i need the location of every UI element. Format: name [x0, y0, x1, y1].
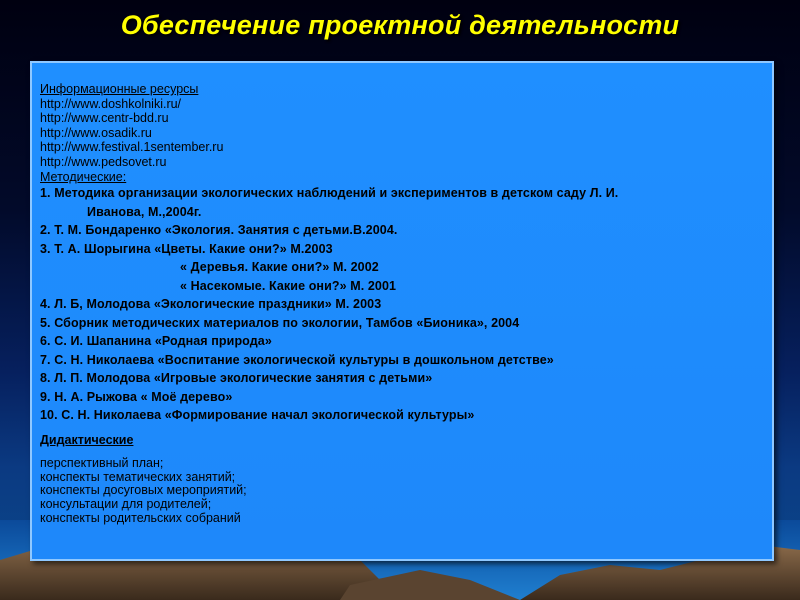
resource-link[interactable]: http://www.osadik.ru — [40, 125, 152, 140]
list-item: конспекты тематических занятий; — [40, 469, 236, 484]
resource-link[interactable]: http://www.centr-bdd.ru — [40, 111, 169, 126]
info-resources-heading: Информационные ресурсы — [40, 82, 199, 96]
page-title: Обеспечение проектной деятельности — [120, 10, 680, 40]
list-item: перспективный план; — [40, 456, 164, 471]
list-item: 7. С. Н. Николаева «Воспитание экологической культуры в дошкольном детстве» — [40, 352, 554, 367]
list-item: 9. Н. А. Рыжова « Моё дерево» — [40, 389, 233, 404]
didactic-heading: Дидактические — [40, 432, 134, 447]
list-item: 8. Л. П. Молодова «Игровые экологические занятия с детьми» — [40, 371, 433, 386]
resource-link[interactable]: http://www.festival.1sentember.ru — [40, 140, 224, 155]
resource-link[interactable]: http://www.pedsovet.ru — [40, 154, 167, 169]
methodical-heading: Методические: — [40, 169, 127, 184]
list-item: конспекты досуговых мероприятий; — [40, 483, 247, 498]
list-item: 3. Т. А. Шорыгина «Цветы. Какие они?» М.2003 — [40, 241, 333, 256]
list-item: 1. Методика организации экологических наблюдений и экспериментов в детском саду Л. И. — [40, 186, 619, 201]
content-panel — [30, 61, 774, 561]
didactic-list — [40, 457, 764, 525]
list-item: консультации для родителей; — [40, 497, 212, 512]
list-item: 2. Т. М. Бондаренко «Экология. Занятия с детьми.В.2004. — [40, 223, 398, 238]
list-item: 10. С. Н. Николаева «Формирование начал экологической культуры» — [40, 408, 475, 423]
methodical-list — [40, 184, 764, 425]
list-item: « Деревья. Какие они?» М. 2002 — [180, 260, 379, 275]
resource-link[interactable]: http://www.doshkolniki.ru/ — [40, 96, 182, 111]
list-item: 6. С. И. Шапанина «Родная природа» — [40, 334, 272, 349]
list-item: 4. Л. Б, Молодова «Экологические праздники» М. 2003 — [40, 297, 382, 312]
list-item: Иванова, М.,2004г. — [87, 204, 202, 219]
list-item: 5. Сборник методических материалов по экологии, Тамбов «Бионика», 2004 — [40, 315, 520, 330]
list-item: « Насекомые. Какие они?» М. 2001 — [180, 278, 397, 293]
list-item: конспекты родительских собраний — [40, 510, 241, 525]
